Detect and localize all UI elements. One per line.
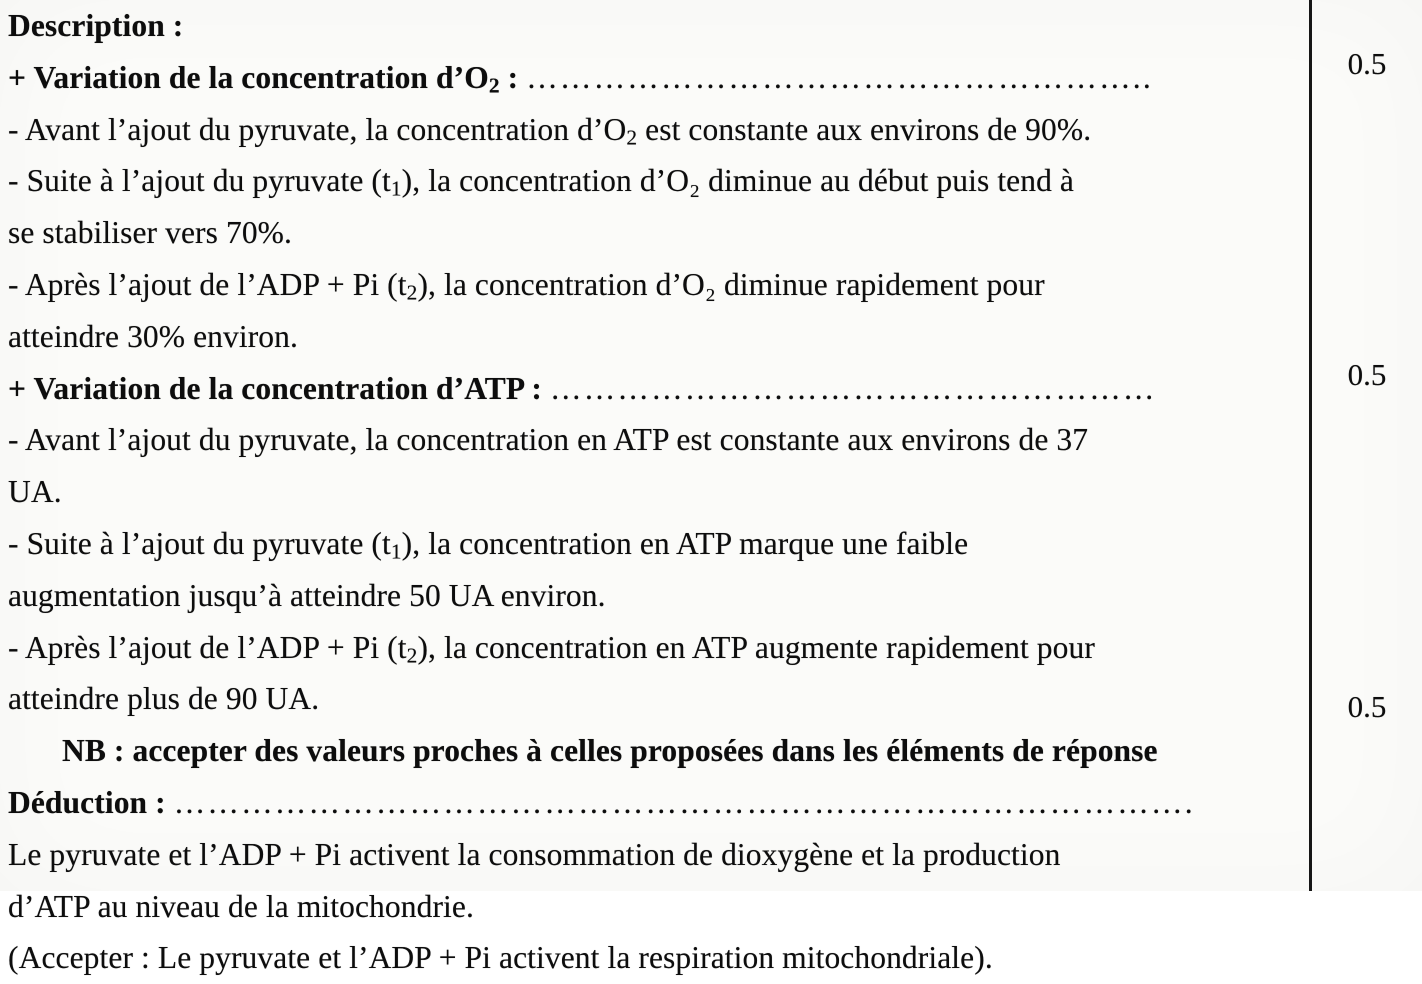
text-line-tail: ), la concentration en ATP marque une faible bbox=[401, 526, 969, 561]
text-line-heading-variation-o2: + Variation de la concentration $d’O_2$ : ……………………………………………….. bbox=[8, 59, 1153, 98]
score-deduction: 0.5 bbox=[1347, 689, 1387, 724]
text-line-atp-before-pyruvate-1: - Avant l’ajout du pyruvate, la concentration en ATP est constante aux environs de 37 bbox=[8, 422, 1089, 458]
text-line-heading-description: Description : bbox=[8, 8, 184, 43]
text-line-note-nb: NB : accepter des valeurs proches à celles proposées dans les éléments de réponse bbox=[62, 733, 1158, 769]
text-line-heading-deduction: Déduction : ………………………………………………………………………………. bbox=[8, 785, 1195, 820]
dotted-leader: ………………………………………………………………………………. bbox=[173, 785, 1195, 820]
score-column bbox=[1312, 0, 1422, 891]
text-line-o2-after-adp-1: - Après l’ajout de l’ADP + Pi $(t_2)$, la concentration d’O₂ diminue rapidement pour bbox=[8, 267, 1045, 305]
text-line-deduction-text-2: d’ATP au niveau de la mitochondrie. bbox=[8, 888, 474, 924]
subscript: 1 bbox=[390, 539, 402, 564]
text-line-atp-after-adp-2: atteindre plus de 90 UA. bbox=[8, 681, 320, 717]
text-line-atp-after-pyruvate-1: - Suite à l’ajout du pyruvate $(t_1)$, la concentration en ATP marque une faible bbox=[8, 526, 969, 564]
text-line-o2-before-pyruvate: - Avant l’ajout du pyruvate, la concentration $d’O_2$ est constante aux environs de 90%. bbox=[8, 111, 1092, 150]
text-line-o2-after-pyruvate-1: - Suite à l’ajout du pyruvate $(t_1)$, la concentration d’O₂ diminue au début puis tend à bbox=[8, 163, 1075, 202]
text-line-atp-before-pyruvate-2: UA. bbox=[8, 474, 62, 510]
text-line-tail: ), la concentration d’O₂ diminue rapidement pour bbox=[417, 267, 1045, 302]
subscript: 2 bbox=[406, 643, 418, 668]
dotted-leader: ……………………………………………….. bbox=[526, 59, 1153, 95]
dotted-leader: ……………………………………………… bbox=[550, 370, 1157, 406]
text-line-heading-variation-atp: + Variation de la concentration d’ATP : ……………………………………………… bbox=[8, 370, 1157, 406]
text-line-tail: : bbox=[499, 59, 527, 95]
text-line-o2-after-pyruvate-2: se stabiliser vers 70%. bbox=[8, 215, 292, 251]
text-line-deduction-accept: (Accepter : Le pyruvate et l’ADP + Pi activent la respiration mitochondriale). bbox=[8, 940, 993, 976]
text-line-o2-after-adp-2: atteindre 30% environ. bbox=[8, 318, 298, 354]
score-description-o2: 0.5 bbox=[1347, 46, 1387, 81]
subscript: 2 bbox=[406, 280, 418, 305]
text-line-deduction-text-1: Le pyruvate et l’ADP + Pi activent la consommation de dioxygène et la production bbox=[8, 836, 1061, 872]
text-line-atp-after-adp-1: - Après l’ajout de l’ADP + Pi $(t_2)$, la concentration en ATP augmente rapidement pour bbox=[8, 629, 1095, 668]
text-line-tail: est constante aux environs de 90%. bbox=[637, 111, 1092, 147]
subscript: 2 bbox=[488, 73, 500, 98]
score-description-atp: 0.5 bbox=[1347, 357, 1387, 392]
text-line-tail: ), la concentration d’O₂ diminue au début puis tend à bbox=[401, 163, 1075, 199]
text-line-atp-after-pyruvate-2: augmentation jusqu’à atteindre 50 UA environ. bbox=[8, 577, 606, 613]
subscript: 1 bbox=[390, 177, 402, 202]
text-line-tail: ), la concentration en ATP augmente rapidement pour bbox=[417, 629, 1095, 665]
subscript: 2 bbox=[626, 125, 638, 150]
